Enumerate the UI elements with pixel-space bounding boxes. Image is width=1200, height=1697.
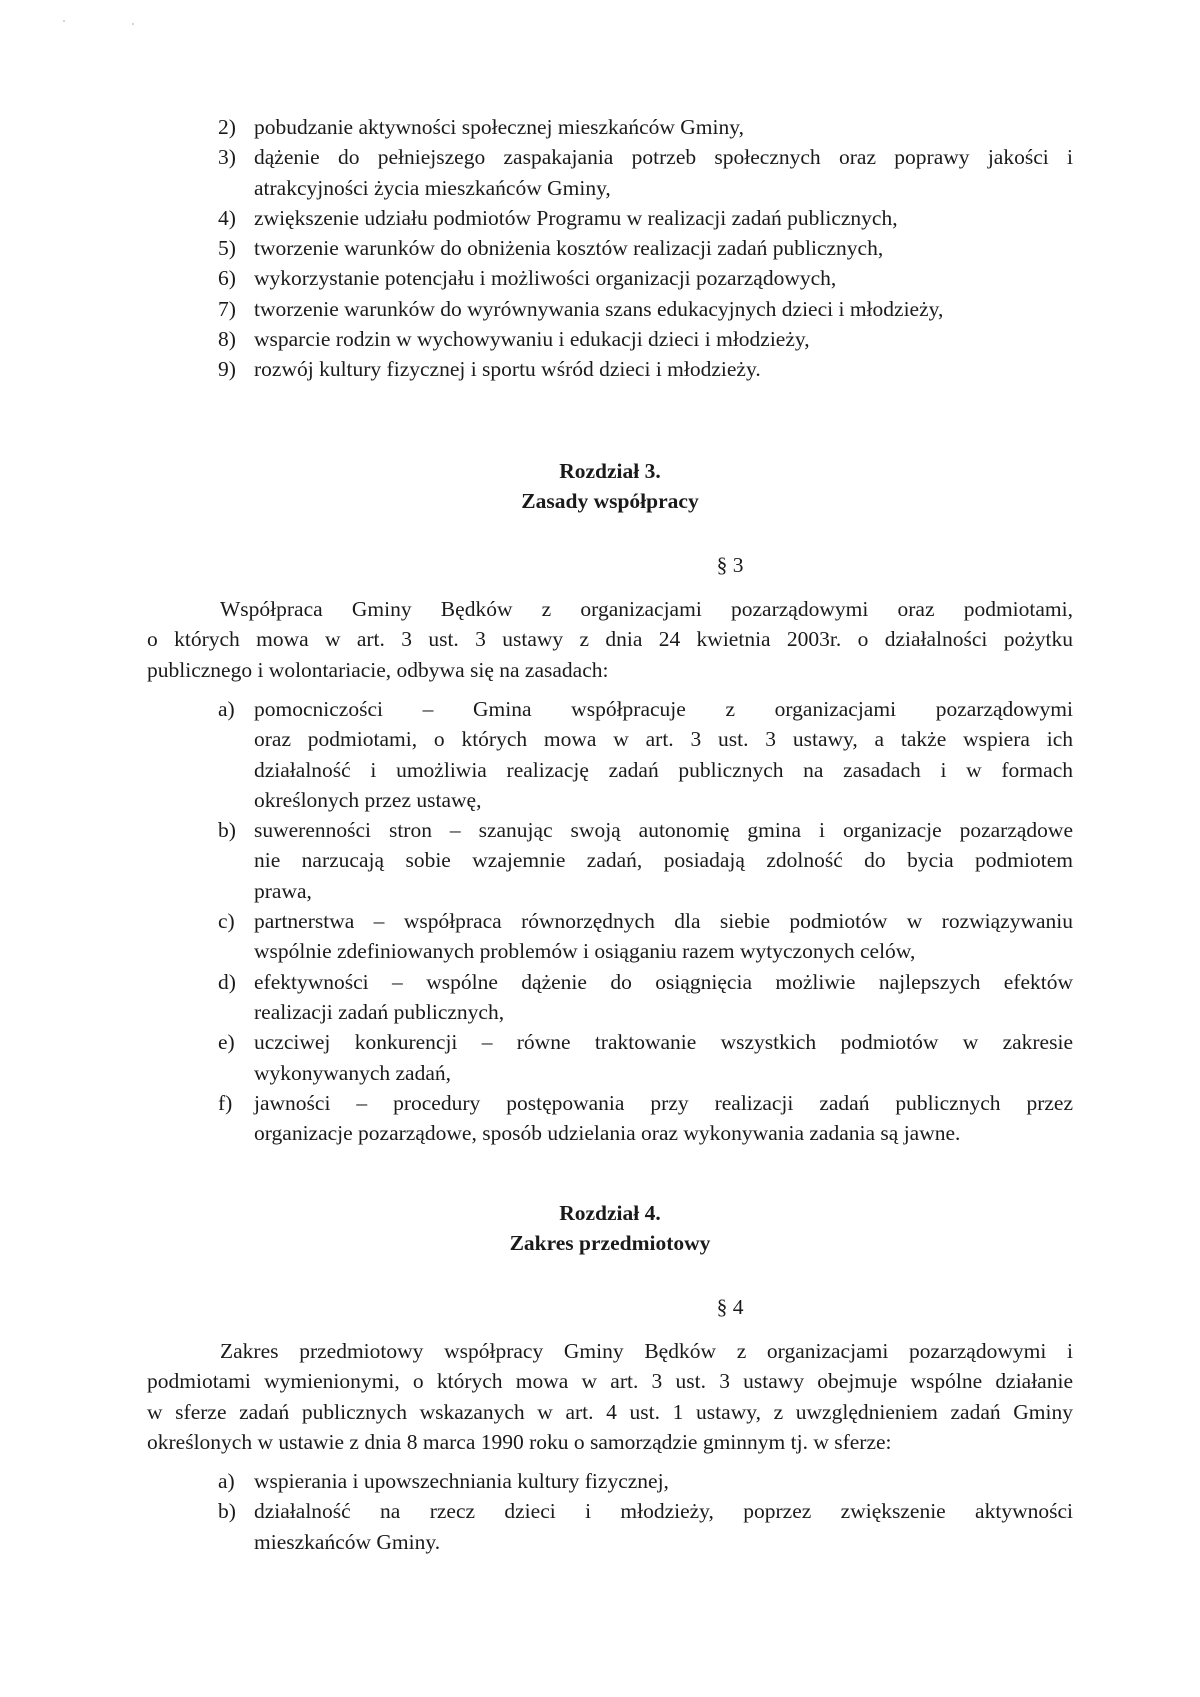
list-item-line: suwerenności stron – szanując swoją autonomię gmina i organizacje pozarządowe [254,818,1073,843]
list-item [218,694,1073,815]
list-item-number: 6) [218,266,236,291]
list-item-number: 7) [218,296,236,321]
list-item [218,354,1073,384]
list-item-line: organizacje pozarządowe, sposób udzielania oraz wykonywania zadania są jawne. [254,1121,961,1146]
list-item [218,815,1073,906]
list-item-line: wspólnie zdefiniowanych problemów i osiąganiu razem wytyczonych celów, [254,939,916,964]
list-item-label: e) [218,1030,235,1055]
list-item [218,906,1073,967]
list-item-text: zwiększenie udziału podmiotów Programu w realizacji zadań publicznych, [254,205,898,230]
chapter-title: Zasady współpracy [521,489,699,513]
paragraph-line: podmiotami wymienionymi, o których mowa w art. 3 ust. 3 ustawy obejmuje wspólne działanie [147,1369,1073,1394]
paragraph-mark: § 3 [716,553,744,577]
scan-artifact [132,23,134,25]
list-item-line: działalność na rzecz dzieci i młodzieży, poprzez zwiększenie aktywności [254,1499,1073,1524]
paragraph-line: publicznego i wolontariacie, odbywa się na zasadach: [147,657,609,682]
list-item [218,233,1073,263]
list-item-line: działalność i umożliwia realizację zadań publicznych na zasadach i w formach [254,757,1073,782]
list-item-line: nie narzucają sobie wzajemnie zadań, posiadają zdolność do bycia podmiotem [254,848,1073,873]
paragraph-line: w sferze zadań publicznych wskazanych w art. 4 ust. 1 ustawy, z uwzględnieniem zadań Gminy [147,1399,1073,1424]
scan-artifact [63,20,65,22]
chapter-3-intro [147,594,1073,685]
chapter-4-intro [147,1336,1073,1457]
paragraph-line: Współpraca Gminy Będków z organizacjami pozarządowymi oraz podmiotami, [220,597,1073,621]
list-item [218,1027,1073,1088]
list-item-label: b) [218,1499,236,1524]
list-item-line: uczciwej konkurencji – równe traktowanie wszystkich podmiotów w zakresie [254,1030,1073,1055]
spheres-list [218,1466,1073,1557]
chapter-number: Rozdział 3. [559,459,661,483]
list-item [218,324,1073,354]
list-item-label: a) [218,697,235,721]
list-item-text: pobudzanie aktywności społecznej mieszkańców Gminy, [254,115,744,139]
list-item-text: tworzenie warunków do wyrównywania szans edukacyjnych dzieci i młodzieży, [254,296,944,321]
list-item-line: określonych przez ustawę, [254,787,482,812]
objectives-list [218,112,1073,385]
list-item [218,1466,1073,1496]
list-item-text: wsparcie rodzin w wychowywaniu i edukacji dzieci i młodzieży, [254,327,810,352]
list-item-number: 3) [218,145,236,170]
list-item [218,294,1073,324]
paragraph-mark: § 4 [716,1295,744,1319]
list-item [218,112,1073,142]
list-item [218,1088,1073,1149]
list-item-number: 8) [218,327,236,352]
chapter-number: Rozdział 4. [559,1201,661,1225]
list-item-label: a) [218,1469,235,1493]
list-item-label: d) [218,969,236,994]
list-item-line: oraz podmiotami, o których mowa w art. 3 ust. 3 ustawy, a także wspiera ich [254,727,1073,752]
list-item-line: realizacji zadań publicznych, [254,999,505,1024]
list-item-line: partnerstwa – współpraca równorzędnych dla siebie podmiotów w rozwiązywaniu [254,909,1073,934]
list-item-line: pomocniczości – Gmina współpracuje z organizacjami pozarządowymi [254,697,1073,721]
paragraph-line: Zakres przedmiotowy współpracy Gminy Będków z organizacjami pozarządowymi i [220,1339,1073,1363]
list-item-line: mieszkańców Gminy. [254,1529,441,1554]
list-item-label: f) [218,1090,233,1115]
list-item-number: 2) [218,115,236,139]
chapter-3-heading [147,456,1073,516]
paragraph-line: o których mowa w art. 3 ust. 3 ustawy z dnia 24 kwietnia 2003r. o działalności pożytku [147,627,1073,652]
paragraph-line: określonych w ustawie z dnia 8 marca 1990 roku o samorządzie gminnym tj. w sferze: [147,1429,892,1454]
list-item-line: jawności – procedury postępowania przy realizacji zadań publicznych przez [254,1090,1073,1115]
list-item [218,142,1073,203]
list-item-number: 4) [218,205,236,230]
list-item-text: tworzenie warunków do obniżenia kosztów realizacji zadań publicznych, [254,236,884,261]
list-item [218,203,1073,233]
list-item-number: 5) [218,236,236,261]
chapter-title: Zakres przedmiotowy [509,1231,711,1255]
list-item-text: dążenie do pełniejszego zaspakajania potrzeb społecznych oraz poprawy jakości i atrakcyjności życia mieszkańców Gminy, [254,145,1073,200]
list-item-line: wspierania i upowszechniania kultury fizycznej, [254,1469,669,1493]
list-item-text: rozwój kultury fizycznej i sportu wśród dzieci i młodzieży. [254,357,761,382]
list-item-line: efektywności – wspólne dążenie do osiągnięcia możliwie najlepszych efektów [254,969,1073,994]
chapter-4-heading [147,1198,1073,1258]
list-item-number: 9) [218,357,236,382]
list-item [218,967,1073,1028]
principles-list [218,694,1073,1148]
list-item-label: b) [218,818,236,843]
list-item [218,1496,1073,1557]
list-item-line: wykonywanych zadań, [254,1060,452,1085]
list-item-text: wykorzystanie potencjału i możliwości organizacji pozarządowych, [254,266,837,291]
list-item-line: prawa, [254,878,312,903]
list-item [218,263,1073,293]
list-item-label: c) [218,909,235,934]
